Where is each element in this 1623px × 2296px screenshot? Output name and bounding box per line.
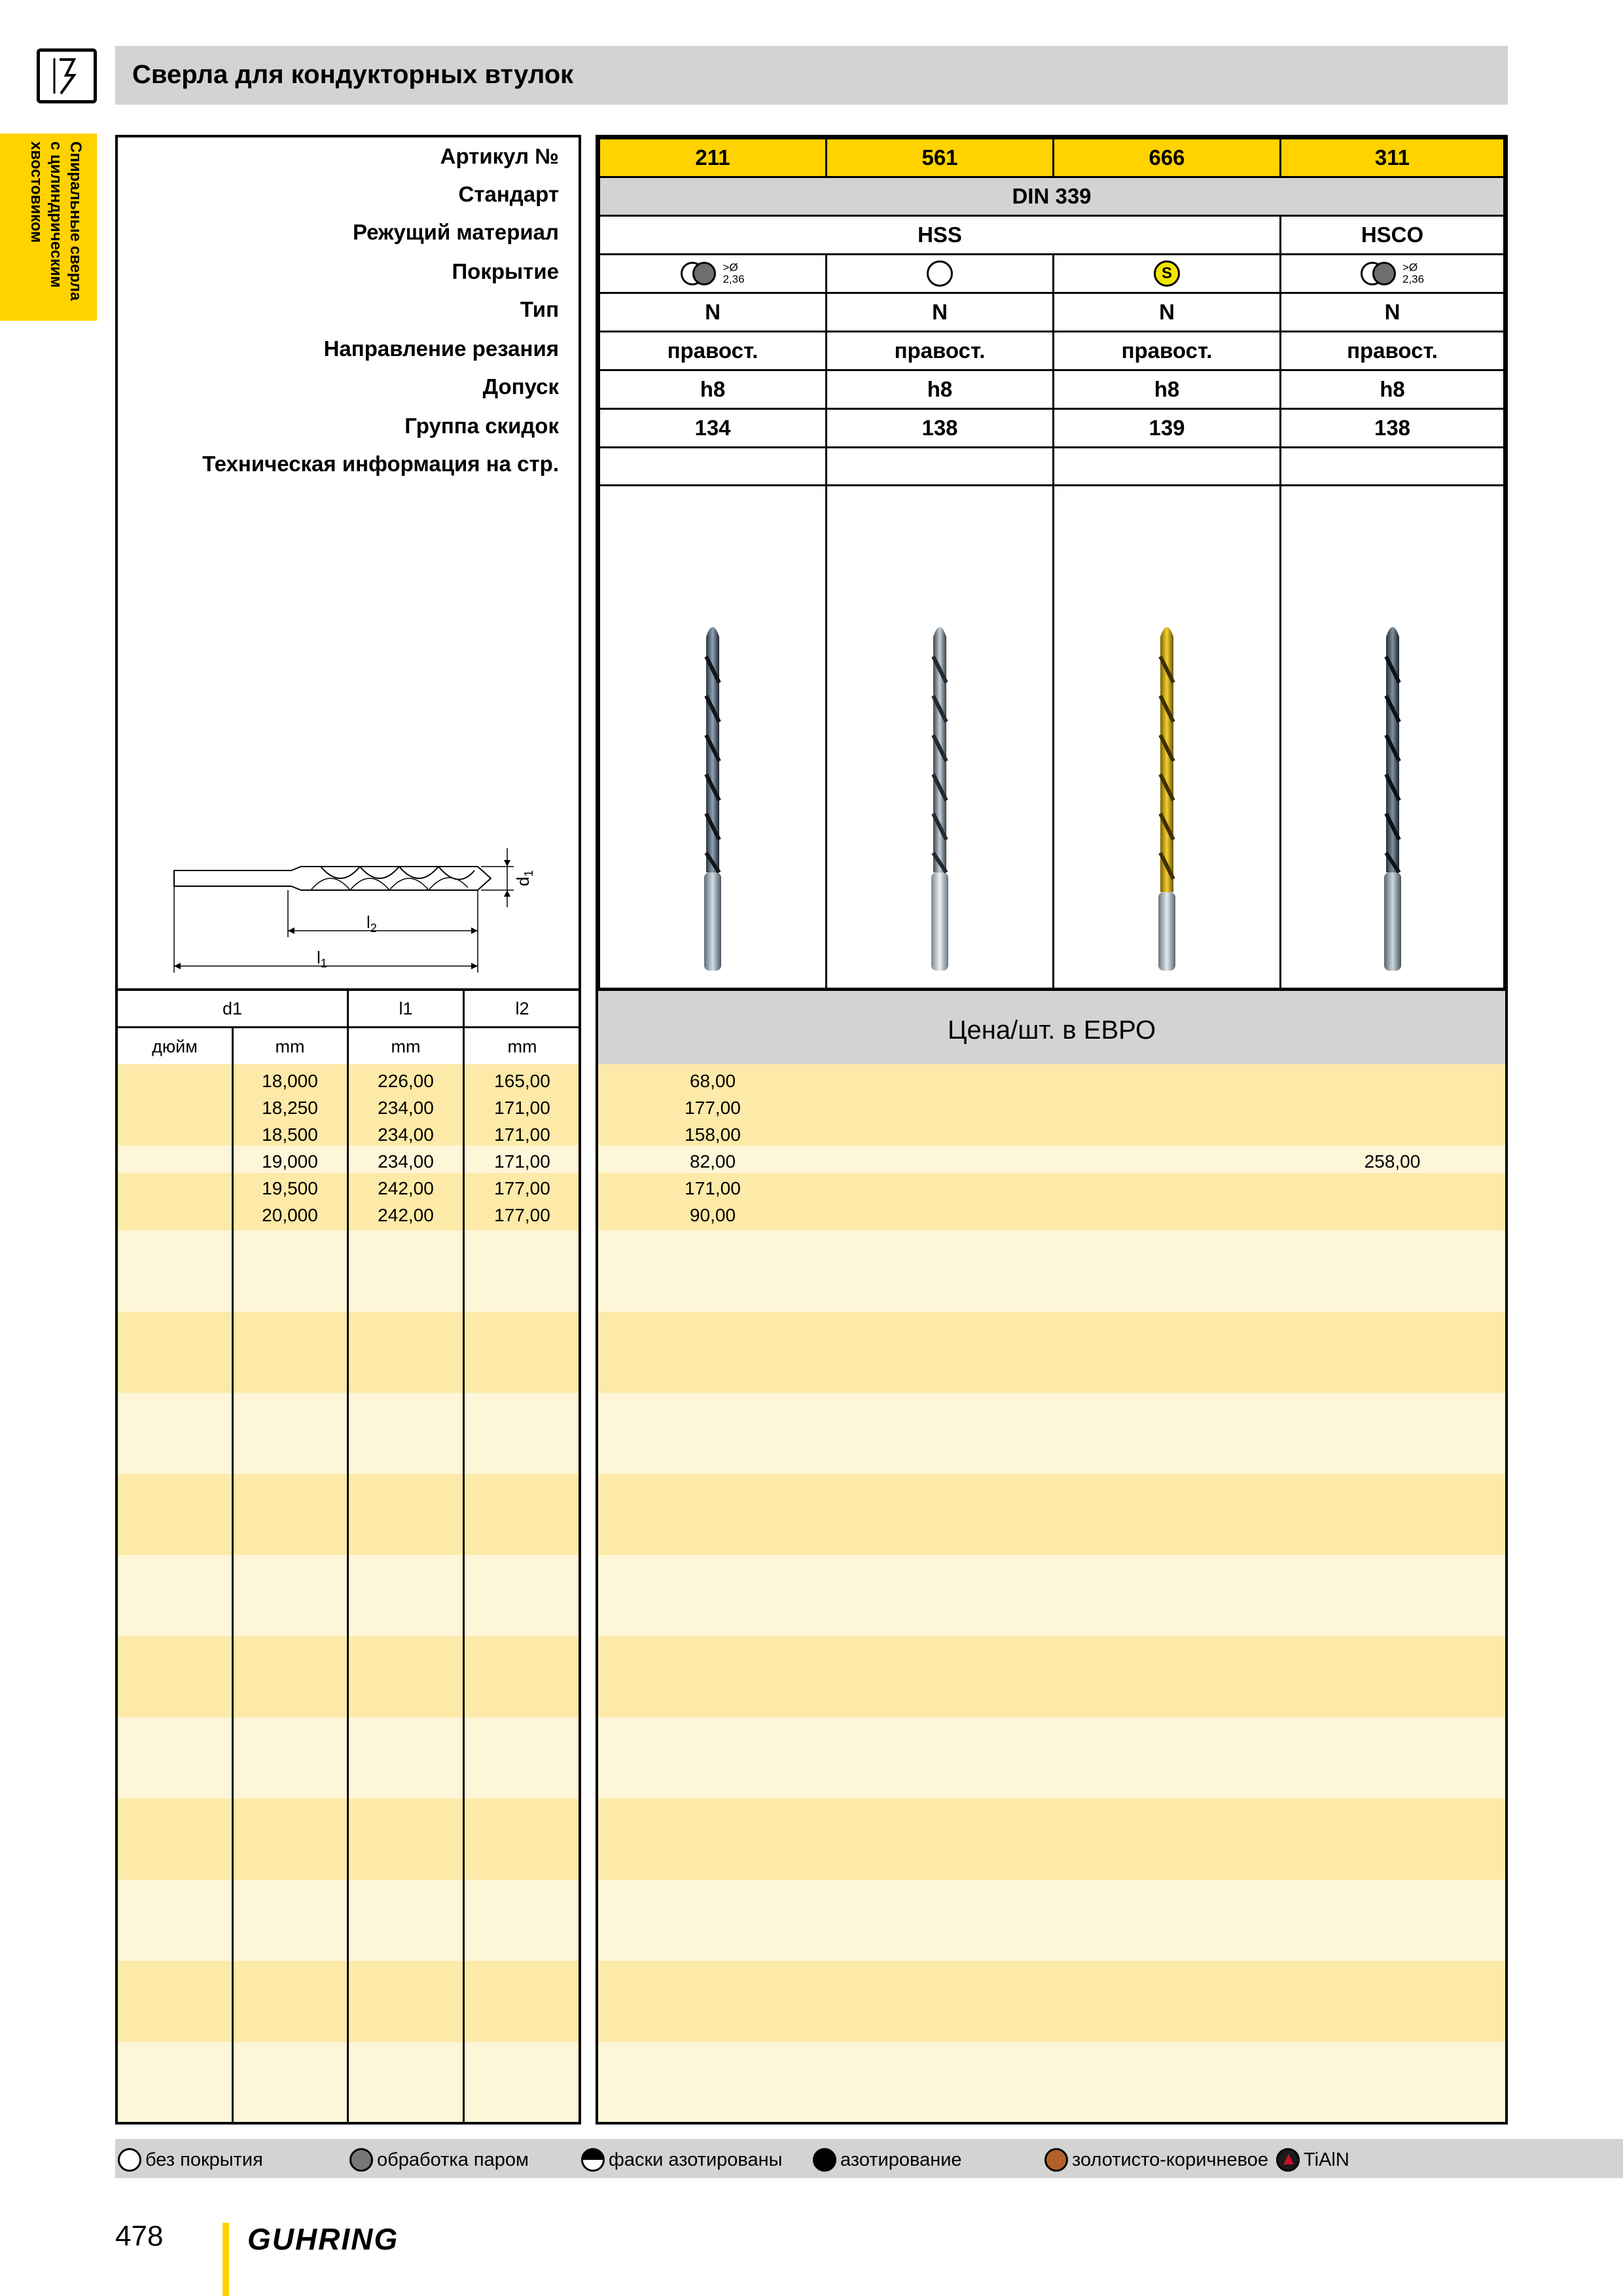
dim-head-mm-d1: mm [275,1037,305,1056]
discount-666: 139 [1052,408,1281,448]
coating-311 [1279,253,1505,294]
dim-d1-label: d [513,876,533,886]
row-6-d1: 20,000 [262,1205,318,1225]
label-tolerance: Допуск [482,374,559,399]
legend-tialn [1276,2147,1349,2173]
dim-head-l1: l1 [399,999,413,1018]
techinfo-211 [598,446,827,487]
label-discount: Группа скидок [404,414,559,438]
properties-value-panel [596,135,1508,991]
drill-image-561 [825,484,1054,990]
properties-label-panel [115,135,581,991]
legend-nitrided [813,2147,962,2173]
row-3-l2: 171,00 [494,1124,550,1145]
steam-treated-icon [681,260,721,287]
dim-head-l2: l2 [515,999,529,1018]
dim-l1-sub: 1 [320,957,327,970]
dim-l2-label: l [366,912,370,932]
article-561: 561 [825,137,1054,178]
coating-note-211: >Ø [722,261,738,274]
page-number: 478 [115,2220,164,2252]
legend-nitrided-chamfer [581,2147,783,2173]
row-1-price-211: 68,00 [689,1071,736,1091]
legend-uncoated-label: без покрытия [145,2149,263,2170]
article-311: 311 [1279,137,1505,178]
legend-gold-brown [1044,2147,1268,2173]
coating-note-val-211: 2,36 [722,273,745,285]
drill-dimension-diagram [170,844,537,982]
row-4-l1: 234,00 [378,1151,434,1172]
row-3-l1: 234,00 [378,1124,434,1145]
row-2-price-211: 177,00 [685,1098,741,1118]
side-tab [0,134,97,321]
material-hsco: HSCO [1279,215,1505,255]
uncoated-icon [927,260,953,287]
direction-311: правост. [1279,331,1505,371]
nitrided-chamfer-icon [581,2148,605,2172]
uncoated-icon [118,2148,141,2172]
tolerance-311: h8 [1279,369,1505,410]
coating-666 [1052,253,1281,294]
price-header-label: Цена/шт. в ЕВРО [947,1016,1156,1045]
nitrided-icon [813,2148,836,2172]
row-1-l2: 165,00 [494,1071,550,1091]
label-article: Артикул № [440,144,559,168]
label-tech-info: Техническая информация на стр. [202,452,559,476]
discount-561: 138 [825,408,1054,448]
dim-d1-sub: 1 [522,870,535,877]
tolerance-561: h8 [825,369,1054,410]
techinfo-561 [825,446,1054,487]
dim-l2-sub: 2 [370,922,377,935]
row-2-l2: 171,00 [494,1098,550,1118]
row-4-price-211: 82,00 [689,1151,736,1172]
footer-accent-bar [223,2223,229,2296]
dim-head-inch: дюйм [152,1037,198,1056]
material-hss: HSS [598,215,1281,255]
drill-image-311 [1279,484,1505,990]
dim-l1-label: l [317,948,321,967]
discount-211: 134 [598,408,827,448]
direction-561: правост. [825,331,1054,371]
type-311: N [1279,292,1505,332]
steam-s-coating-icon: S [1154,260,1180,287]
side-tab-line1: Спиральные сверла [67,141,84,301]
row-5-l1: 242,00 [378,1178,434,1198]
type-666: N [1052,292,1281,332]
dim-head-mm-l1: mm [391,1037,421,1056]
direction-666: правост. [1052,331,1281,371]
row-4-l2: 171,00 [494,1151,550,1172]
discount-311: 138 [1279,408,1505,448]
side-tab-line2: с цилиндрическим [47,141,65,288]
dimensions-table [115,1064,581,2125]
dimensions-header [115,988,581,1067]
row-6-l2: 177,00 [494,1205,550,1225]
drill-image-666 [1052,484,1281,990]
legend-nitrided-label: азотирование [840,2149,962,2170]
row-3-price-211: 158,00 [685,1124,741,1145]
gold-brown-icon [1044,2148,1068,2172]
svg-text:l1 [317,948,327,970]
section-logo-icon [37,48,97,103]
label-type: Тип [520,297,559,321]
coating-211 [598,253,827,294]
coating-legend [115,2139,1623,2178]
label-standard: Стандарт [458,182,559,206]
tialn-icon [1276,2148,1300,2172]
direction-211: правост. [598,331,827,371]
tolerance-211: h8 [598,369,827,410]
coating-note-311: >Ø [1402,261,1418,274]
tolerance-666: h8 [1052,369,1281,410]
svg-text:l2 [366,912,377,935]
row-5-d1: 19,500 [262,1178,318,1198]
steam-treated-icon [349,2148,373,2172]
row-2-l1: 234,00 [378,1098,434,1118]
svg-text:d1 [513,870,535,886]
row-3-d1: 18,500 [262,1124,318,1145]
legend-steam-label: обработка паром [377,2149,529,2170]
coating-561 [825,253,1054,294]
dim-head-d1: d1 [222,999,243,1018]
side-tab-line3: хвостовиком [27,141,45,243]
techinfo-666 [1052,446,1281,487]
legend-nitrided-chamfer-label: фаски азотированы [609,2149,783,2170]
label-material: Режущий материал [352,220,559,244]
article-666: 666 [1052,137,1281,178]
row-6-l1: 242,00 [378,1205,434,1225]
price-table [596,1064,1508,2125]
legend-steam [349,2147,529,2173]
row-1-d1: 18,000 [262,1071,318,1091]
standard-value: DIN 339 [598,176,1505,217]
steam-treated-icon [1361,260,1401,287]
row-4-d1: 19,000 [262,1151,318,1172]
row-4-price-311: 258,00 [1364,1151,1421,1172]
drill-image-211 [598,484,827,990]
row-5-l2: 177,00 [494,1178,550,1198]
label-coating: Покрытие [452,259,559,283]
row-6-price-211: 90,00 [689,1205,736,1225]
row-1-l1: 226,00 [378,1071,434,1091]
techinfo-311 [1279,446,1505,487]
row-5-price-211: 171,00 [685,1178,741,1198]
type-211: N [598,292,827,332]
row-2-d1: 18,250 [262,1098,318,1118]
title-bar [115,46,1508,105]
type-561: N [825,292,1054,332]
page-title: Сверла для кондукторных втулок [132,60,574,89]
article-211: 211 [598,137,827,178]
legend-uncoated [118,2147,263,2173]
side-tab-text [26,141,85,313]
coating-note-val-311: 2,36 [1402,273,1425,285]
price-header [596,988,1508,1067]
brand-logo: GUHRING [247,2222,399,2256]
legend-gold-brown-label: золотисто-коричневое [1072,2149,1268,2170]
label-direction: Направление резания [323,336,559,361]
dim-head-mm-l2: mm [507,1037,537,1056]
legend-tialn-label: TiAlN [1304,2149,1349,2170]
